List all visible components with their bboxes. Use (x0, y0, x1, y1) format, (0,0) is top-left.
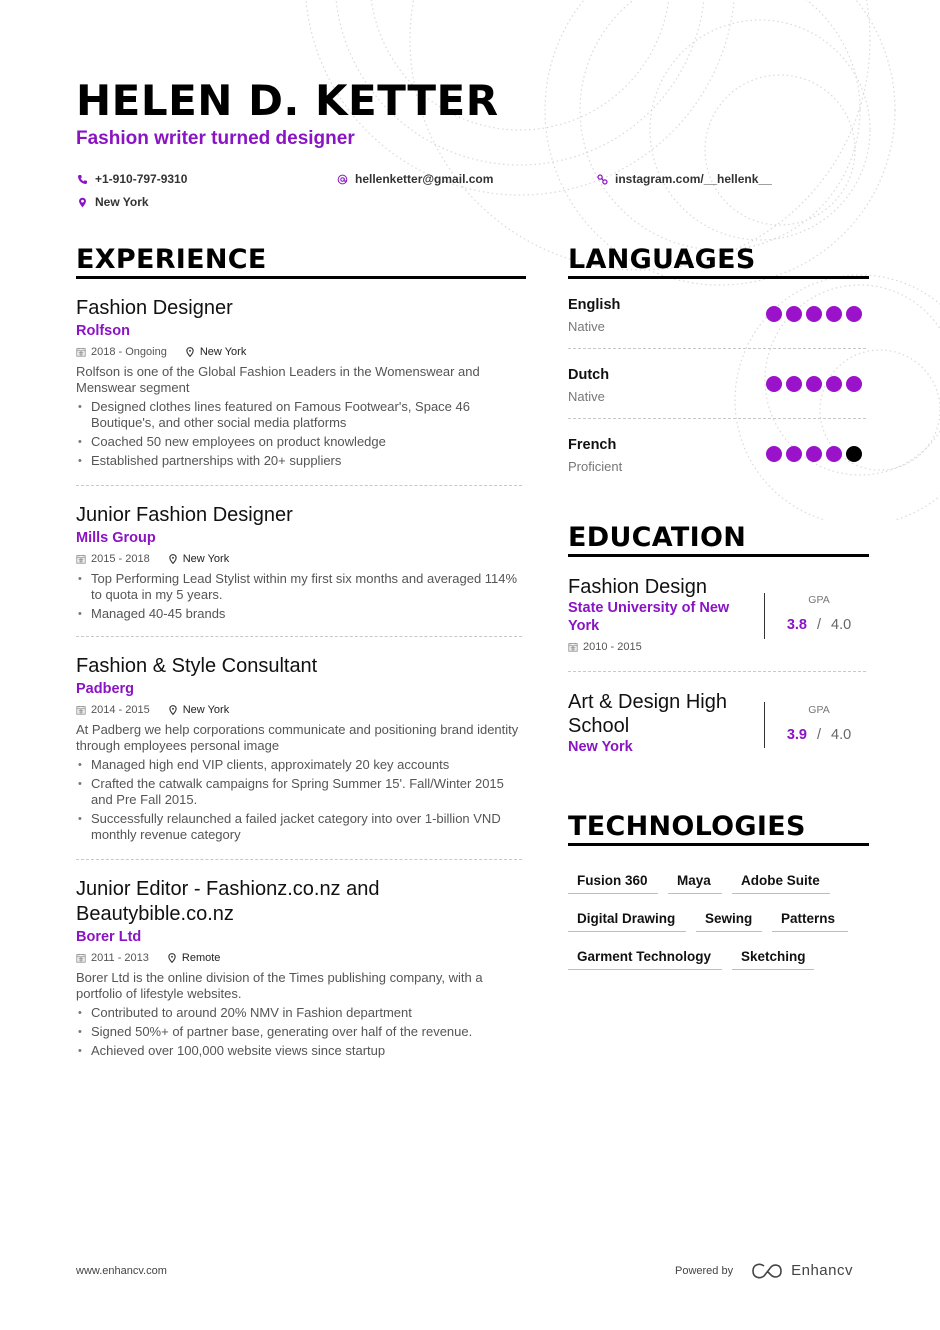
job-title: Junior Fashion Designer (76, 504, 293, 526)
divider (76, 485, 522, 486)
language-rating (766, 306, 862, 322)
rating-dot-filled (766, 376, 782, 392)
phone-value: +1-910-797-9310 (95, 172, 188, 186)
company-name[interactable]: Rolfson (76, 323, 130, 339)
candidate-subtitle: Fashion writer turned designer (76, 128, 355, 149)
rating-dot-filled (806, 376, 822, 392)
achievement-item: • Successfully relaunched a failed jacket category into over 1-billion VND monthly revenue category (76, 811, 524, 843)
degree-name: Fashion Design (568, 576, 707, 598)
gpa-box (764, 593, 874, 635)
rating-dot-filled (806, 446, 822, 462)
language-level: Proficient (568, 459, 623, 474)
job-meta (76, 949, 524, 967)
location-pin-icon (167, 953, 177, 963)
email-value: hellenketter@gmail.com (355, 172, 494, 186)
achievements-list (76, 571, 524, 622)
divider (568, 418, 866, 419)
company-name[interactable]: Padberg (76, 681, 135, 697)
school-name[interactable]: State University of New York (568, 600, 730, 634)
job-location: New York (168, 550, 229, 568)
degree-name: Art & Design High School (568, 691, 727, 737)
job-title: Fashion Designer (76, 297, 233, 319)
job-title: Fashion & Style Consultant (76, 655, 318, 677)
achievement-item: • Managed high end VIP clients, approximately 20 key accounts (76, 757, 524, 773)
education-dates: 2010 - 2015 (568, 638, 642, 656)
language-rating (766, 376, 862, 392)
calendar-icon (76, 554, 86, 564)
tech-tag: Fusion 360 (568, 870, 658, 894)
divider (76, 859, 522, 860)
language-rating (766, 446, 862, 462)
contact-location (77, 194, 149, 210)
experience-item (76, 654, 524, 843)
job-dates: 2011 - 2013 (76, 949, 149, 967)
job-location: New York (185, 343, 246, 361)
language-name: Dutch (568, 367, 610, 383)
location-pin-icon (168, 554, 178, 564)
brand-name: Enhancv (791, 1262, 853, 1279)
tech-tag: Garment Technology (568, 946, 722, 970)
job-title: Junior Editor - Fashionz.co.nz and Beautybible.co.nz (76, 878, 380, 925)
technologies-rule (568, 843, 869, 846)
achievement-item: • Crafted the catwalk campaigns for Spring Summer 15'. Fall/Winter 2015 and Pre Fall 2015. (76, 776, 524, 808)
company-description: At Padberg we help corporations communicate and positioning brand identity through employees personal image (76, 722, 519, 753)
rating-dot-filled (766, 306, 782, 322)
language-name: English (568, 297, 621, 313)
language-item-french (568, 436, 868, 486)
powered-by-label: Powered by (675, 1264, 734, 1277)
achievement-item: • Contributed to around 20% NMV in Fashion department (76, 1005, 524, 1021)
rating-dot-filled (826, 306, 842, 322)
rating-dot-filled (826, 446, 842, 462)
rating-dot-filled (846, 306, 862, 322)
calendar-icon (76, 705, 86, 715)
experience-heading: EXPERIENCE (76, 244, 267, 275)
tech-tag: Sketching (732, 946, 814, 970)
footer-website-link[interactable]: www.enhancv.com (76, 1265, 167, 1277)
languages-rule (568, 276, 869, 279)
education-rule (568, 554, 869, 557)
link-icon (597, 174, 608, 185)
job-location: New York (168, 701, 229, 719)
tech-tag: Patterns (772, 908, 848, 932)
achievement-item: • Designed clothes lines featured on Famous Footwear's, Space 46 Boutique's, and other social media platforms (76, 399, 524, 431)
location-pin-icon (185, 347, 195, 357)
phone-icon (77, 174, 88, 185)
rating-dot-empty (846, 446, 862, 462)
education-item (568, 575, 868, 656)
achievement-item: • Established partnerships with 20+ suppliers (76, 453, 524, 469)
tech-tag: Sewing (696, 908, 762, 932)
language-item-english (568, 296, 868, 346)
achievements-list (76, 399, 524, 469)
at-icon (337, 174, 348, 185)
rating-dot-filled (786, 376, 802, 392)
education-meta (568, 638, 868, 656)
experience-rule (76, 276, 526, 279)
education-heading: EDUCATION (568, 522, 747, 553)
rating-dot-filled (766, 446, 782, 462)
achievements-list (76, 1005, 524, 1059)
rating-dot-filled (846, 376, 862, 392)
job-meta (76, 701, 524, 719)
rating-dot-filled (786, 446, 802, 462)
rating-dot-filled (786, 306, 802, 322)
job-dates: 2015 - 2018 (76, 550, 150, 568)
company-name[interactable]: Borer Ltd (76, 929, 142, 945)
gpa-value: 3.9 / 4.0 (786, 727, 852, 743)
calendar-icon (76, 953, 86, 963)
job-meta (76, 343, 524, 361)
tech-tag: Maya (668, 870, 722, 894)
language-name: French (568, 437, 617, 453)
rating-dot-filled (826, 376, 842, 392)
experience-item (76, 877, 524, 1059)
contact-link[interactable] (597, 171, 772, 187)
divider (76, 636, 522, 637)
experience-item (76, 503, 524, 622)
divider (568, 671, 866, 672)
achievement-item: • Coached 50 new employees on product knowledge (76, 434, 524, 450)
enhancv-logo-icon (751, 1263, 783, 1279)
company-name[interactable]: Mills Group (76, 530, 156, 546)
tech-tag: Digital Drawing (568, 908, 686, 932)
calendar-icon (568, 642, 578, 652)
candidate-name: HELEN D. KETTER (76, 76, 499, 125)
achievement-item: • Managed 40-45 brands (76, 606, 524, 622)
divider (568, 348, 866, 349)
achievement-item: • Signed 50%+ of partner base, generating over half of the revenue. (76, 1024, 524, 1040)
calendar-icon (76, 347, 86, 357)
footer-branding (675, 1262, 853, 1279)
link-value: instagram.com/__hellenk__ (615, 172, 772, 186)
location-value: New York (95, 195, 149, 209)
language-level: Native (568, 389, 605, 404)
experience-item (76, 296, 524, 469)
tech-tag: Adobe Suite (732, 870, 830, 894)
contact-email[interactable] (337, 171, 493, 187)
rating-dot-filled (806, 306, 822, 322)
achievement-item: • Achieved over 100,000 website views since startup (76, 1043, 524, 1059)
job-location: Remote (167, 949, 221, 967)
achievements-list (76, 757, 524, 843)
achievement-item: • Top Performing Lead Stylist within my first six months and averaged 114% to quota in my 5 years. (76, 571, 524, 603)
company-description: Borer Ltd is the online division of the Times publishing company, with a portfolio of lifestyle websites. (76, 970, 483, 1001)
language-level: Native (568, 319, 605, 334)
contact-phone[interactable] (77, 171, 187, 187)
technologies-heading: TECHNOLOGIES (568, 811, 806, 842)
gpa-label: GPA (808, 704, 830, 716)
languages-heading: LANGUAGES (568, 244, 756, 275)
education-item (568, 690, 868, 756)
job-dates: 2018 - Ongoing (76, 343, 167, 361)
location-pin-icon (77, 197, 88, 208)
job-meta (76, 550, 524, 568)
gpa-label: GPA (808, 594, 830, 606)
location-pin-icon (168, 705, 178, 715)
gpa-value: 3.8 / 4.0 (786, 617, 852, 633)
company-description: Rolfson is one of the Global Fashion Leaders in the Womenswear and Menswear segment (76, 364, 480, 395)
brand-logo[interactable] (751, 1262, 853, 1279)
school-name[interactable]: New York (568, 739, 633, 755)
job-dates: 2014 - 2015 (76, 701, 150, 719)
language-item-dutch (568, 366, 868, 416)
gpa-box (764, 703, 874, 745)
